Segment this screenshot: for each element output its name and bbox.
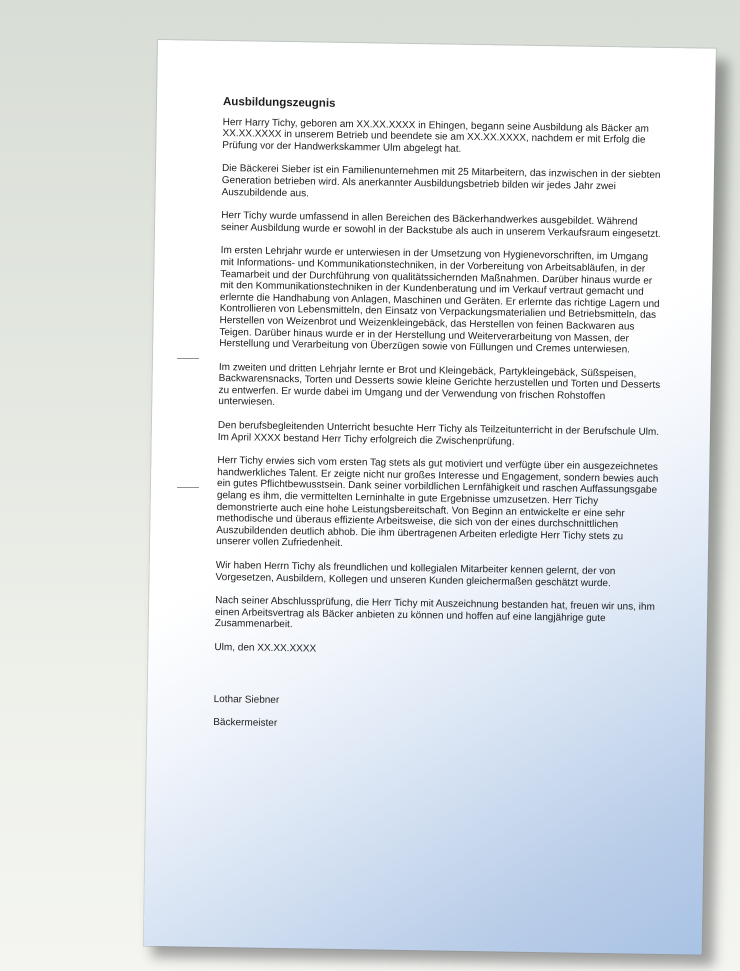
paragraph-intro: Herr Harry Tichy, geboren am XX.XX.XXXX in Ehingen, begann seine Ausbildung als Bäcker am XX.XX.XXXX in unserem Betrieb und beendete sie am XX.XX.XXXX, nachdem er mit Erfolg die Prüfung vor der Handwerkskammer Ulm abgelegt hat. <box>222 116 649 155</box>
fold-mark-top <box>177 358 199 359</box>
signature-name: Lothar Siebner <box>213 693 280 706</box>
place-date: Ulm, den XX.XX.XXXX <box>214 641 317 655</box>
signature-title: Bäckermeister <box>213 717 278 730</box>
paragraph-performance: Herr Tichy erwies sich vom ersten Tag stets als gut motiviert und verfügte über ein ausgezeichnetes handwerkliches Talent. Er zeigte nicht nur großes Interesse und Engagement, sondern bewies auch ein gutes Pflichtbewusstsein. Dank seiner vorbildlichen Lernfähigkeit und raschen Auffassungsgabe gelang es ihm, die vermittelten Lerninhalte in gute Ergebnisse umzusetzen. Herr Tichy demonstrierte auch eine hohe Leistungsbereitschaft. Von Beginn an entwickelte er eine sehr methodische und überaus effiziente Arbeitsweise, die sich von der eines durchschnittlichen Auszubildenden deutlich abhob. Die ihm übertragenen Arbeiten erledigte Herr Tichy stets zu unserer vollen Zufriedenheit. <box>216 455 659 550</box>
paragraph-first-year: Im ersten Lehrjahr wurde er unterwiesen in der Umsetzung von Hygienevorschriften, im Umgang mit Informations- und Kommunikationstechniken, in der Vorbereitung von Arbeitsabläufen, in der Teamarbeit und der Durchführung von qualitätssichernden Maßnahmen. Darüber hinaus wurde er mit den Kommunikationstechniken in der Kundenberatung und im Verkauf vertraut gemacht und erlernte die Handhabung von Anlagen, Maschinen und Geräten. Er erlernte das richtige Lagern und Kontrollieren von Lebensmitteln, den Einsatz von Verpackungsmaterialien und Betriebsmitteln, das Herstellen von Weizenbrot und Weizenkleingebäck, das Herstellen von feinen Backwaren aus Teigen. Darüber hinaus wurde er in der Herstellung und Weiterverarbeitung von Massen, der Herstellung und Verarbeitung von Überzügen sowie von Füllungen und Cremes unterwiesen. <box>219 245 660 356</box>
document-title: Ausbildungszeugnis <box>222 96 336 110</box>
paragraph-training-scope: Herr Tichy wurde umfassend in allen Bereichen des Bäckerhandwerkes ausgebildet. Während seiner Ausbildung wurde er sowohl in der Backstube als auch in unserem Verkaufsraum eingesetzt. <box>220 210 661 240</box>
paragraph-social-behaviour: Wir haben Herrn Tichy als freundlichen und kollegialen Mitarbeiter kennen gelernt, der von Vorgesetzen, Ausbildern, Kollegen und unseren Kunden gleichermaßen geschätzt wurde. <box>215 559 616 589</box>
document-content <box>213 97 665 748</box>
paragraph-second-third-year: Im zweiten und dritten Lehrjahr lernte er Brot und Kleingebäck, Partykleingebäck, Süßspeisen, Backwarensnacks, Torten und Desserts sowie kleine Gerichte herzustellen und Torten und Desserts zu entwerfen. Er wurde dabei im Umgang und der Verwendung von frischen Rohstoffen unterwiesen. <box>218 361 661 409</box>
paragraph-company: Die Bäckerei Sieber ist ein Familienunternehmen mit 25 Mitarbeitern, das inzwischen in der siebten Generation betrieben wird. Als anerkannter Ausbildungsbetrieb bilden wir jedes Jahr zwei Auszubildende aus. <box>221 163 661 199</box>
paragraph-closing: Nach seiner Abschlussprüfung, die Herr Tichy mit Auszeichnung bestanden hat, freuen wir uns, ihm einen Arbeitsvertrag als Bäcker anbieten zu können und hoffen auf eine langjährige gute Zusammenarbeit. <box>214 595 655 631</box>
document-page <box>144 40 716 955</box>
fold-mark-bottom <box>177 487 199 488</box>
paragraph-vocational-school: Den berufsbegleitenden Unterricht besuchte Herr Tichy als Teilzeitunterricht in der Berufschule Ulm. Im April XXXX bestand Herr Tichy erfolgreich die Zwischenprüfung. <box>217 420 660 448</box>
